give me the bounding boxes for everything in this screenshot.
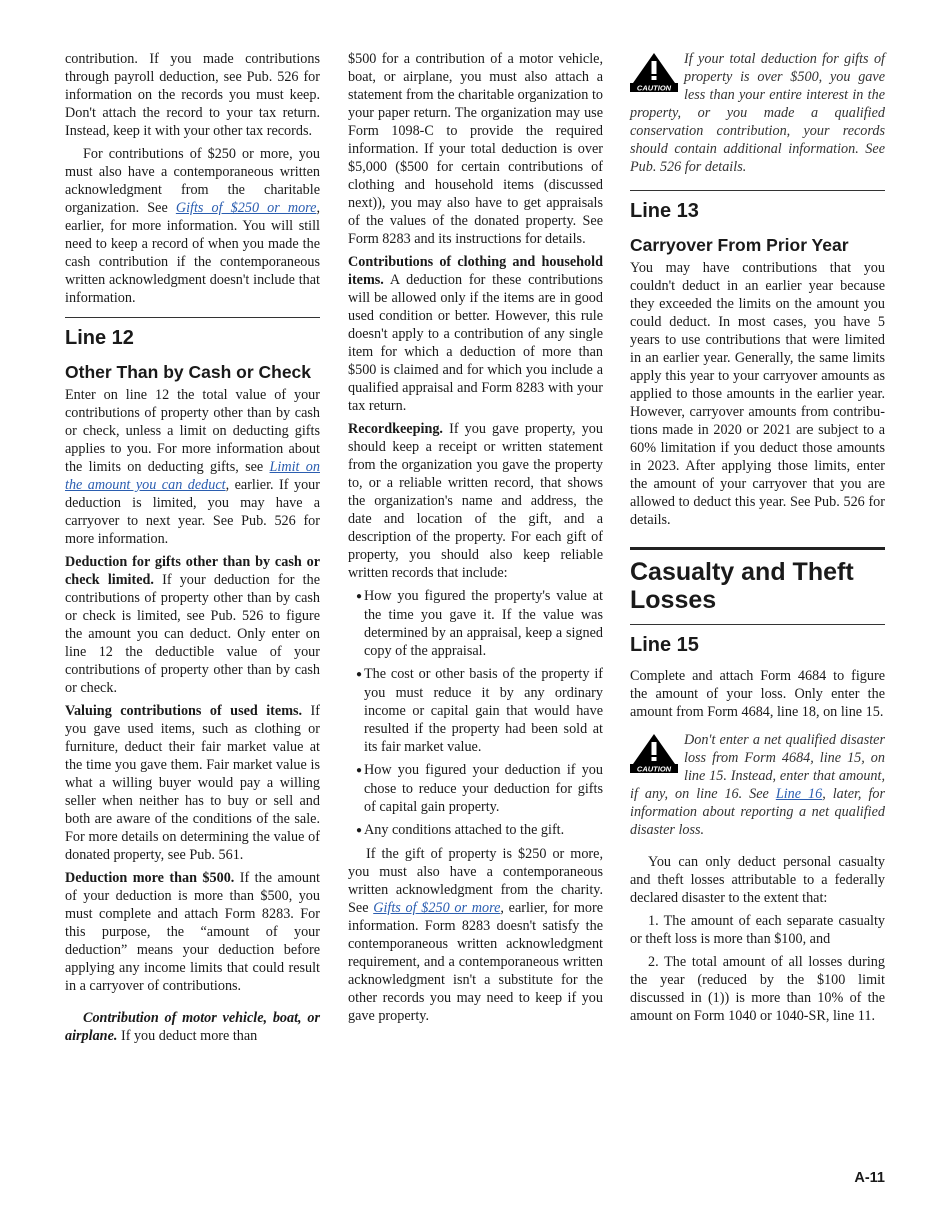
paragraph: You may have contributions that you couldn't deduct in an earlier year because they exceeded the limits on the amount you could deduct. In most cases, you have 5 years to use contributions that were limited in an earlier year. Generally, the same limits apply this year to your carryover amounts as applied to those amounts in the earlier year. However, carryover amounts from contributions made in 2020 or 2021 are subject to a 60% limitation if you deduct those amounts in 2023. After applying those limits, enter the amount of your carryover that you are allowed to deduct this year. See Pub. 526 for details. bbox=[630, 260, 885, 528]
text: For contributions of $250 or more, you must also have a contemporaneous written acknowledgment from the charitable organization. See bbox=[65, 146, 320, 216]
list-item bbox=[348, 821, 603, 840]
list-item bbox=[348, 587, 603, 660]
paragraph bbox=[65, 145, 320, 307]
column-1 bbox=[65, 50, 320, 1050]
section-divider bbox=[630, 624, 885, 625]
casualty-theft-heading: Casualty and Theft Losses bbox=[630, 558, 854, 614]
bullet-icon: ● bbox=[356, 825, 363, 836]
caution-text: , later, for information about reporting a net qualified disaster loss. bbox=[630, 786, 886, 838]
caution-text: Don't enter a net qualified disaster loss from Form 4684, line 15, on line 15. Instead, enter that amount, if any, on line 16. See bbox=[630, 732, 885, 802]
caution-note bbox=[630, 731, 885, 839]
line-12-heading: Line 12 bbox=[65, 327, 134, 349]
text: If the gift of property is $250 or more, you must also have a contemporaneous written acknowledgment from the charity. See bbox=[348, 846, 603, 916]
line-15-heading: Line 15 bbox=[630, 634, 699, 656]
text: A deduction for these contributions will be allowed only if the items are in good used condition or better. However, this rule doesn't apply to a contribution of any single item for which a deduction of more than $500 is claimed and for which you include a qualified appraisal and Form 8283 with your tax return. bbox=[348, 272, 603, 414]
run-in-heading: Deduction more than $500. bbox=[65, 870, 235, 886]
run-in-heading: Contributions of clothing and household items. bbox=[348, 254, 603, 288]
paragraph bbox=[65, 869, 320, 995]
paragraph bbox=[348, 420, 603, 582]
text: , earlier. If your deduction is limited, you may have a carryover to next year. See Pub. 526 for more information. bbox=[65, 477, 320, 547]
run-in-heading: Contribution of motor vehicle, boat, or airplane. bbox=[65, 1010, 320, 1044]
paragraph: You can only deduct personal casualty and theft losses attributable to a federally declared disaster to the extent that: bbox=[630, 854, 885, 906]
bullet-icon: ● bbox=[356, 669, 363, 680]
bullet-icon: ● bbox=[356, 591, 363, 602]
gifts-250-link[interactable]: Gifts of $250 or more bbox=[175, 200, 317, 216]
limit-amount-link[interactable]: Limit on the amount you can deduct bbox=[65, 459, 320, 493]
caution-icon bbox=[630, 733, 678, 773]
paragraph bbox=[65, 1009, 320, 1045]
gifts-250-link[interactable]: Gifts of $250 or more bbox=[373, 900, 501, 916]
caution-icon bbox=[630, 52, 678, 92]
text: If you gave used items, such as clothing or furniture, deduct their fair market value at the time you gave them. Fair market value is what a willing buyer would pay a willing seller when neither has to buy or sell and both are aware of the conditions of the sale. For more details on determining the value of donated property, see Pub. 561. bbox=[65, 703, 320, 863]
list-item bbox=[348, 665, 603, 756]
text: Any conditions attached to the gift. bbox=[364, 822, 565, 838]
paragraph bbox=[65, 702, 320, 864]
text: Enter on line 12 the total value of your contributions of property other than by cash or check, unless a limit on deducting gifts applies to you. For more information about the limits on deducting gifts, see bbox=[65, 387, 320, 475]
caution-label: CAUTION bbox=[636, 764, 672, 773]
column-2 bbox=[348, 50, 603, 1030]
paragraph: contribution. If you made contributions through payroll deduction, see Pub. 526 for information on the records you must keep. Don't attach the record to your tax return. Instead, keep it with your other tax records. bbox=[65, 51, 320, 139]
text: The cost or other basis of the property if you must reduce it by any ordinary income or capital gain that would have resulted if the property had been sold at its fair market value. bbox=[364, 666, 603, 755]
line-12-subheading: Other Than by Cash or Check bbox=[65, 362, 312, 382]
text: , earlier, for more information. You will still need to keep a record of when you made the cash contribution if the contemporaneous written acknowledgment doesn't include that information. bbox=[65, 200, 320, 306]
line-16-link[interactable]: Line 16 bbox=[775, 786, 823, 802]
line-13-heading: Line 13 bbox=[630, 200, 699, 222]
list-item: 1. The amount of each separate casualty or theft loss is more than $100, and bbox=[630, 913, 885, 947]
paragraph bbox=[348, 253, 603, 415]
caution-label: CAUTION bbox=[636, 83, 672, 92]
text: How you figured the property's value at the time you gave it. If the value was determined by an appraisal, keep a signed copy of the appraisal. bbox=[364, 588, 603, 659]
text: If you gave property, you should keep a receipt or written statement from the organization you gave the property to, or a reliable written record, that shows the organization's name and address, the date and location of the gift, and a description of the property. For each gift of property, you should also keep reliable written records that include: bbox=[348, 421, 603, 581]
section-divider bbox=[630, 547, 885, 550]
caution-text: If your total deduction for gifts of property is over $500, you gave less than your entire interest in the property, or you made a qualified conservation contribution, your records should contain additional information. See Pub. 526 for details. bbox=[630, 51, 885, 175]
list-item: 2. The total amount of all losses during the year (reduced by the $100 limit discussed in (1)) is more than 10% of the amount on Form 1040 or 1040-SR, line 11. bbox=[630, 954, 885, 1024]
paragraph: Complete and attach Form 4684 to figure the amount of your loss. Only enter the amount from Form 4684, line 18, on line 15. bbox=[630, 668, 885, 720]
paragraph: $500 for a contribution of a motor vehicle, boat, or airplane, you must also attach a statement from the charitable organization to your paper return. The organization may use Form 1098-C to provide the required information. If your total deduction is over $5,000 ($500 for certain contributions of clothing and household items (discussed next)), you may also have to get appraisals of the values of the donated property. See Form 8283 and its instructions for details. bbox=[348, 51, 603, 247]
text: If you deduct more than bbox=[117, 1028, 258, 1044]
section-divider bbox=[630, 190, 885, 191]
bullet-icon: ● bbox=[356, 765, 363, 776]
paragraph bbox=[348, 845, 603, 1025]
text: How you figured your deduction if you chose to reduce your deduction for gifts of capital gain property. bbox=[364, 762, 603, 815]
line-13-subheading: Carryover From Prior Year bbox=[630, 235, 849, 255]
run-in-heading: Recordkeeping. bbox=[348, 421, 443, 437]
column-3 bbox=[630, 50, 885, 1030]
text: , earlier, for more information. Form 8283 doesn't satisfy the contemporaneous written acknowledgment requirement, and a contemporaneous written acknowledgment isn't a substitute for the other records you may need to keep if you gave property. bbox=[348, 900, 603, 1024]
caution-note bbox=[630, 50, 885, 176]
page-number: A-11 bbox=[854, 1170, 885, 1186]
run-in-heading: Deduction for gifts other than by cash or check limited. bbox=[65, 554, 320, 588]
text: If the amount of your deduction is more than $500, you must complete and attach Form 8283. For this purpose, the “amount of your deduction” means your deduction before applying any income limits that could result in a carryover of contributions. bbox=[65, 870, 321, 994]
paragraph bbox=[65, 553, 320, 697]
section-divider bbox=[65, 317, 320, 318]
paragraph bbox=[65, 386, 320, 548]
list-item bbox=[348, 761, 603, 816]
run-in-heading: Valuing contributions of used items. bbox=[65, 703, 303, 719]
text: If your deduction for the contributions of property other than by cash or check is limited, see Pub. 526 to figure the amount you can deduct. Only enter on line 12 the deductible value of your contributions of property other than by cash or check. bbox=[65, 572, 320, 696]
